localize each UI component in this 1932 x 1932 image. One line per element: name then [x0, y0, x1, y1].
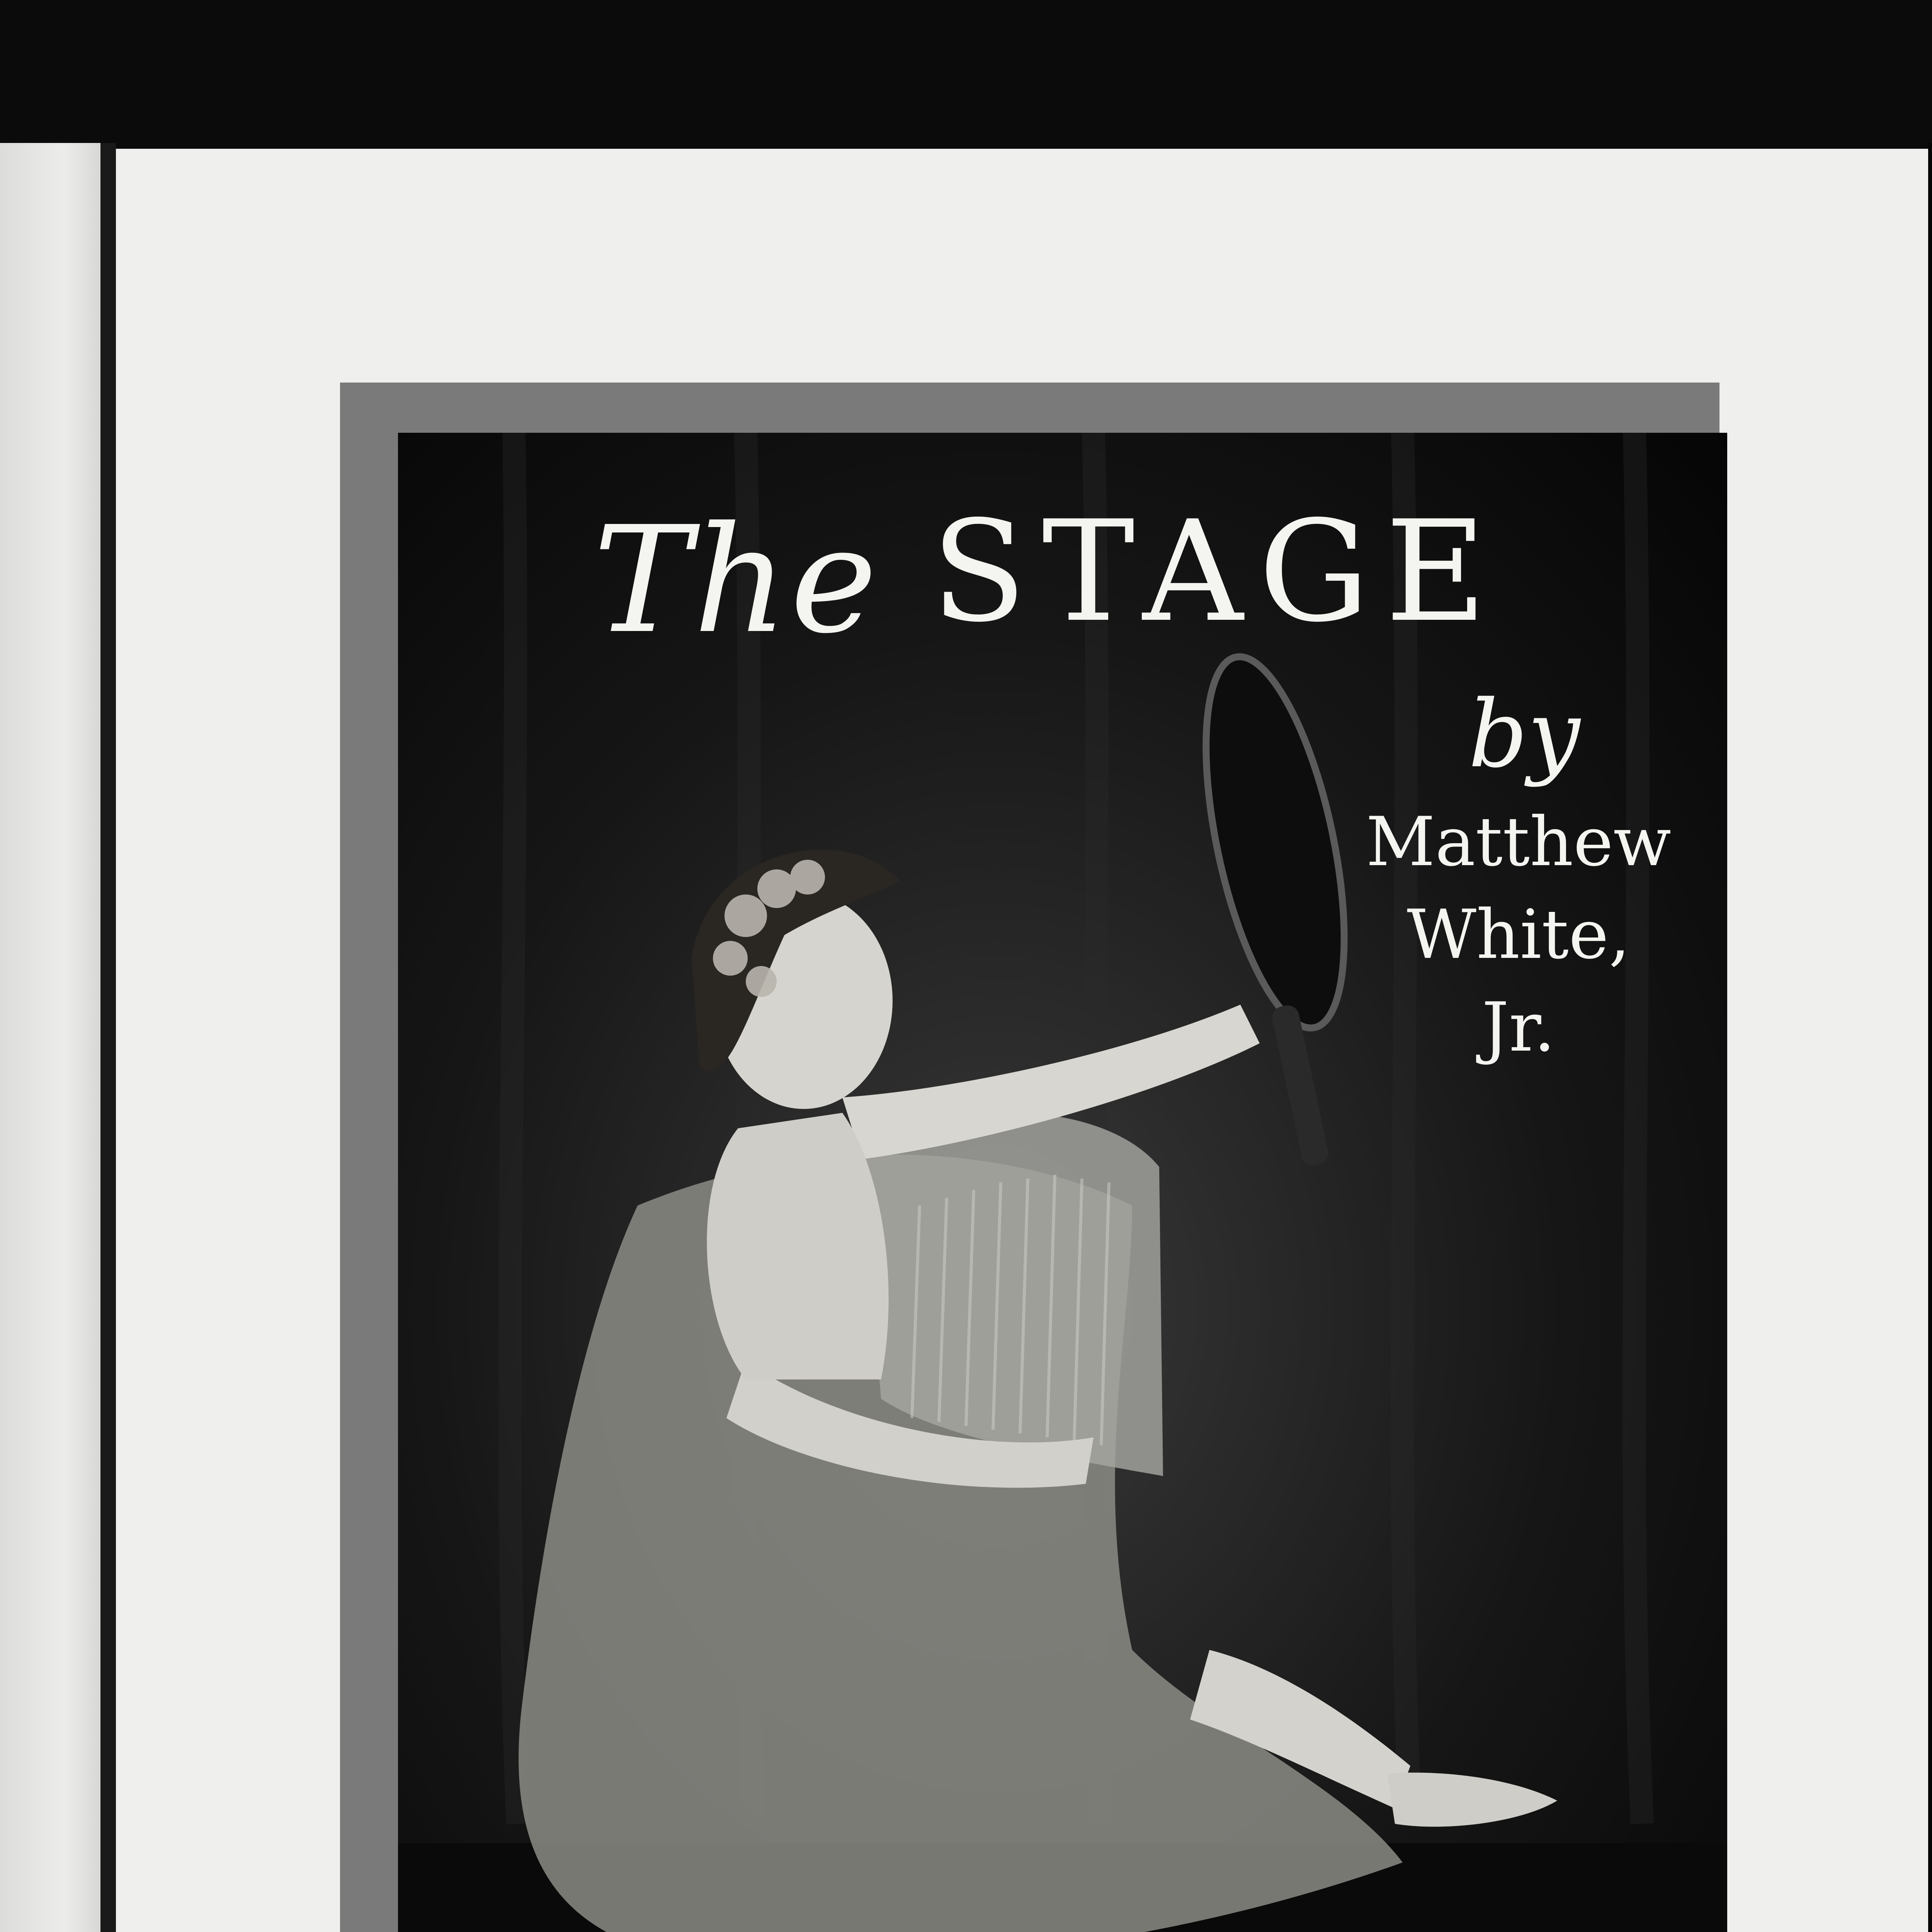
author-line: White, [1406, 896, 1631, 974]
photo-plate [398, 433, 1727, 1932]
byline-by: by [1468, 680, 1580, 788]
title-script-word: The [593, 495, 880, 666]
title-main-word: STAGE [931, 491, 1502, 653]
binding-edge [1928, 143, 1932, 1932]
hand-mirror [1179, 645, 1371, 1168]
author-line: Matthew [1366, 803, 1672, 881]
adjacent-page-edge [0, 143, 116, 1932]
author-name [1345, 796, 1692, 1074]
author-line: Jr. [1481, 988, 1556, 1067]
